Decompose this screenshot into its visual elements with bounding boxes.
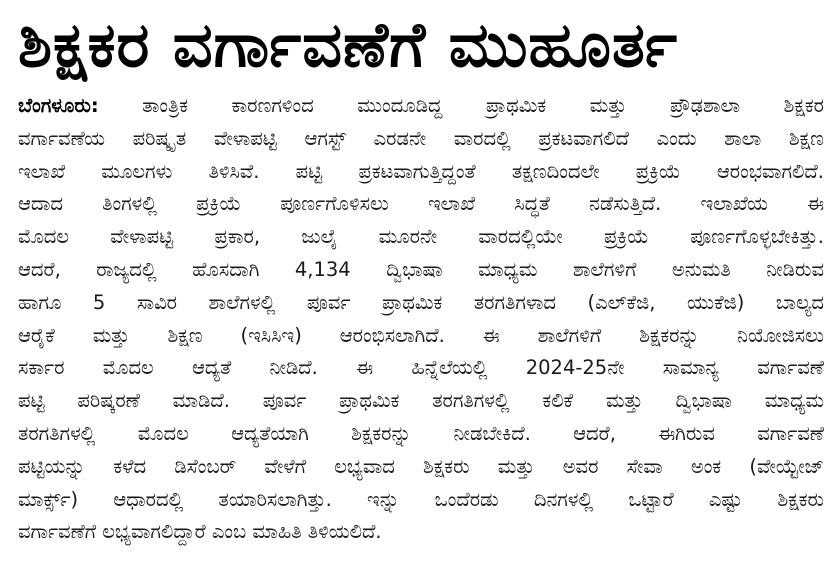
article-line: ತರಗತಿಗಳಲ್ಲಿ ಮೊದಲ ಆದ್ಯತೆಯಾಗಿ ಶಿಕ್ಷಕರನ್ನು ನೀಡಬೇಕಿದೆ. ಆದರೆ, ಈಗಿರುವ ವರ್ಗಾವಣೆ <box>18 421 824 445</box>
article-line: ಇಲಾಖೆ ಮೂಲಗಳು ತಿಳಿಸಿವೆ. ಪಟ್ಟಿ ಪ್ರಕಟವಾಗುತ್ತಿದ್ದಂತೆ ತಕ್ಷಣದಿಂದಲೇ ಪ್ರಕ್ರಿಯೆ ಆರಂಭವಾಗಲಿದೆ. <box>18 159 824 183</box>
article-line <box>18 90 824 123</box>
headline: ಶಿಕ್ಷಕರ ವರ್ಗಾವಣೆಗೆ ಮುಹೂರ್ತ <box>18 8 678 81</box>
article-line: ಆದಾದ ತಿಂಗಳಲ್ಲಿ ಪ್ರಕ್ರಿಯೆ ಪೂರ್ಣಗೊಳಿಸಲು ಇಲಾಖೆ ಸಿದ್ಧತೆ ನಡೆಸುತ್ತಿದೆ. ಇಲಾಖೆಯ ಈ <box>18 192 824 216</box>
dateline: ಬೆಂಗಳೂರು: <box>18 94 99 117</box>
article-body <box>18 90 824 560</box>
article-line: ಸರ್ಕಾರ ಮೊದಲ ಆದ್ಯತೆ ನೀಡಿದೆ. ಈ ಹಿನ್ನೆಲೆಯಲ್ಲಿ 2024-25ನೇ ಸಾಮಾನ್ಯ ವರ್ಗಾವಣೆ <box>18 356 824 380</box>
article-line-text: ತಾಂತ್ರಿಕ ಕಾರಣಗಳಿಂದ ಮುಂದೂಡಿದ್ದ ಪ್ರಾಥಮಿಕ ಮತ್ತು ಪ್ರೌಢಶಾಲಾ ಶಿಕ್ಷಕರ <box>142 94 824 117</box>
article-line: ಪಟ್ಟಿಯನ್ನು ಕಳೆದ ಡಿಸೆಂಬರ್ ವೇಳೆಗೆ ಲಭ್ಯವಾದ ಶಿಕ್ಷಕರು ಮತ್ತು ಅವರ ಸೇವಾ ಅಂಕ (ವೇಯ್ಟೇಜ್ <box>18 454 824 478</box>
article-line: ಹಾಗೂ 5 ಸಾವಿರ ಶಾಲೆಗಳಲ್ಲಿ ಪೂರ್ವ ಪ್ರಾಥಮಿಕ ತರಗತಿಗಳಾದ (ಎಲ್‌ಕೆಜಿ, ಯುಕೆಜಿ) ಬಾಲ್ಯದ <box>18 290 824 314</box>
article-line: ಮಾರ್ಕ್ಸ್) ಆಧಾರದಲ್ಲಿ ತಯಾರಿಸಲಾಗಿತ್ತು. ಇನ್ನು ಒಂದೆರಡು ದಿನಗಳಲ್ಲಿ ಒಟ್ಟಾರೆ ಎಷ್ಟು ಶಿಕ್ಷಕರು <box>18 487 824 511</box>
article-line: ಪಟ್ಟಿ ಪರಿಷ್ಕರಣೆ ಮಾಡಿದೆ. ಪೂರ್ವ ಪ್ರಾಥಮಿಕ ತರಗತಿಗಳಲ್ಲಿ ಕಲಿಕೆ ಮತ್ತು ದ್ವಿಭಾಷಾ ಮಾಧ್ಯಮ <box>18 389 824 413</box>
article-line: ವರ್ಗಾವಣೆಯ ಪರಿಷ್ಕೃತ ವೇಳಾಪಟ್ಟಿ ಆಗಸ್ಟ್ ಎರಡನೇ ವಾರದಲ್ಲಿ ಪ್ರಕಟವಾಗಲಿದೆ ಎಂದು ಶಾಲಾ ಶಿಕ್ಷಣ <box>18 126 824 150</box>
article-line: ಆರೈಕೆ ಮತ್ತು ಶಿಕ್ಷಣ (ಇಸಿಸಿಇ) ಆರಂಭಿಸಲಾಗಿದೆ. ಈ ಶಾಲೆಗಳಿಗೆ ಶಿಕ್ಷಕರನ್ನು ನಿಯೋಜಿಸಲು <box>18 323 824 347</box>
article-line: ವರ್ಗಾವಣೆಗೆ ಲಭ್ಯವಾಗಲಿದ್ದಾರೆ ಎಂಬ ಮಾಹಿತಿ ತಿಳಿಯಲಿದೆ. <box>18 520 382 544</box>
article-line: ಆದರೆ, ರಾಜ್ಯದಲ್ಲಿ ಹೊಸದಾಗಿ 4,134 ದ್ವಿಭಾಷಾ ಮಾಧ್ಯಮ ಶಾಲೆಗಳಿಗೆ ಅನುಮತಿ ನೀಡಿರುವ <box>18 257 824 281</box>
article-line: ಮೊದಲ ವೇಳಾಪಟ್ಟಿ ಪ್ರಕಾರ, ಜುಲೈ ಮೂರನೇ ವಾರದಲ್ಲಿಯೇ ಪ್ರಕ್ರಿಯೆ ಪೂರ್ಣಗೊಳ್ಳಬೇಕಿತ್ತು. <box>18 225 824 249</box>
